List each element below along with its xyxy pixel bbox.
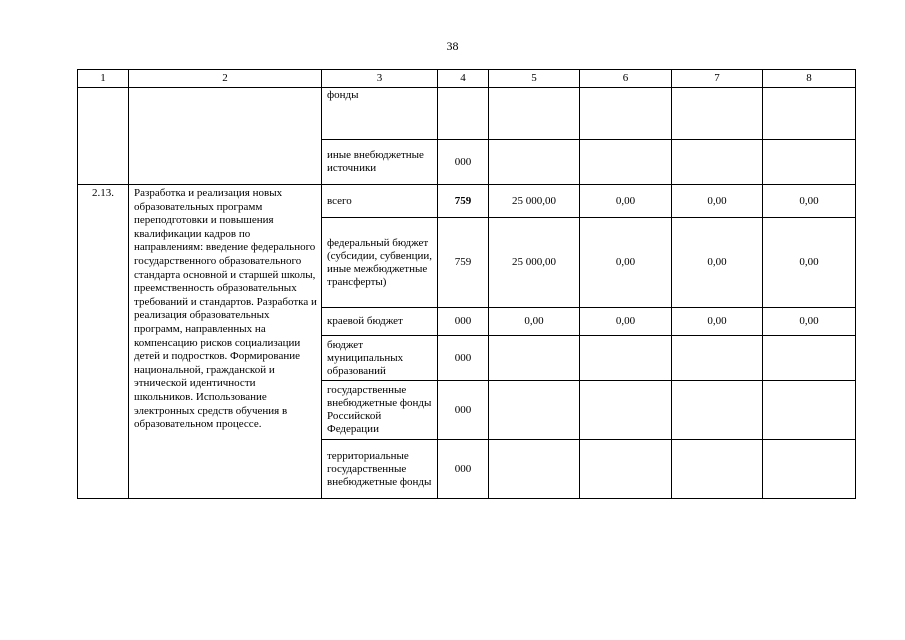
code-cell: 000 [438, 381, 489, 440]
value-cell [489, 336, 580, 381]
value-cell [489, 140, 580, 185]
header-cell: 8 [763, 70, 856, 88]
blank-index-cell [78, 88, 129, 185]
code-cell: 000 [438, 440, 489, 499]
value-cell: 25 000,00 [489, 185, 580, 218]
value-cell [489, 381, 580, 440]
table-row [78, 185, 856, 218]
value-cell: 0,00 [763, 218, 856, 308]
value-cell [672, 88, 763, 140]
value-cell [672, 140, 763, 185]
header-cell: 6 [580, 70, 672, 88]
value-cell [763, 336, 856, 381]
code-cell: 000 [438, 308, 489, 336]
value-cell [672, 336, 763, 381]
value-cell: 0,00 [763, 308, 856, 336]
value-cell: 0,00 [672, 218, 763, 308]
value-cell [672, 381, 763, 440]
value-cell [489, 440, 580, 499]
value-cell [489, 88, 580, 140]
value-cell: 0,00 [489, 308, 580, 336]
value-cell [580, 336, 672, 381]
table-header-row [78, 70, 856, 88]
blank-description-cell [129, 88, 322, 185]
value-cell [763, 140, 856, 185]
value-cell [580, 140, 672, 185]
value-cell [580, 440, 672, 499]
source-cell: бюджет муниципальных образований [322, 336, 438, 381]
source-cell: иные внебюджетные источники [322, 140, 438, 185]
value-cell: 0,00 [672, 185, 763, 218]
code-cell: 759 [438, 185, 489, 218]
value-cell: 0,00 [672, 308, 763, 336]
value-cell: 0,00 [580, 185, 672, 218]
value-cell [763, 440, 856, 499]
source-cell: государственные внебюджетные фонды Российской Федерации [322, 381, 438, 440]
value-cell [763, 88, 856, 140]
code-cell: 759 [438, 218, 489, 308]
value-cell [672, 440, 763, 499]
source-cell: всего [322, 185, 438, 218]
value-cell [580, 381, 672, 440]
item-index: 2.13. [78, 185, 129, 499]
value-cell [580, 88, 672, 140]
value-cell: 0,00 [763, 185, 856, 218]
header-cell: 7 [672, 70, 763, 88]
value-cell: 0,00 [580, 308, 672, 336]
source-cell: краевой бюджет [322, 308, 438, 336]
page-number: 38 [446, 39, 459, 53]
header-cell: 5 [489, 70, 580, 88]
header-cell: 1 [78, 70, 129, 88]
header-cell: 3 [322, 70, 438, 88]
header-cell: 2 [129, 70, 322, 88]
value-cell [763, 381, 856, 440]
code-cell: 000 [438, 336, 489, 381]
code-cell: 000 [438, 140, 489, 185]
table-row [78, 88, 856, 140]
source-cell: территориальные государственные внебюджетные фонды [322, 440, 438, 499]
budget-table [77, 69, 856, 499]
value-cell: 25 000,00 [489, 218, 580, 308]
value-cell: 0,00 [580, 218, 672, 308]
header-cell: 4 [438, 70, 489, 88]
item-description: Разработка и реализация новых образовательных программ переподготовки и повышения квалификации кадров по направлениям: введение федерального государственного образовательного стандарта основной и старшей школы, преемственность образовательных требований и стандартов. Разработка и реализация образовательных программ, направленных на компенсацию рисков социализации детей и подростков. Формирование национальной, гражданской и этнической идентичности школьников. Использование электронных средств обучения в образовательном процессе. [129, 185, 322, 499]
source-cell: фонды [322, 88, 438, 140]
code-cell [438, 88, 489, 140]
source-cell: федеральный бюджет (субсидии, субвенции, иные межбюджетные трансферты) [322, 218, 438, 308]
